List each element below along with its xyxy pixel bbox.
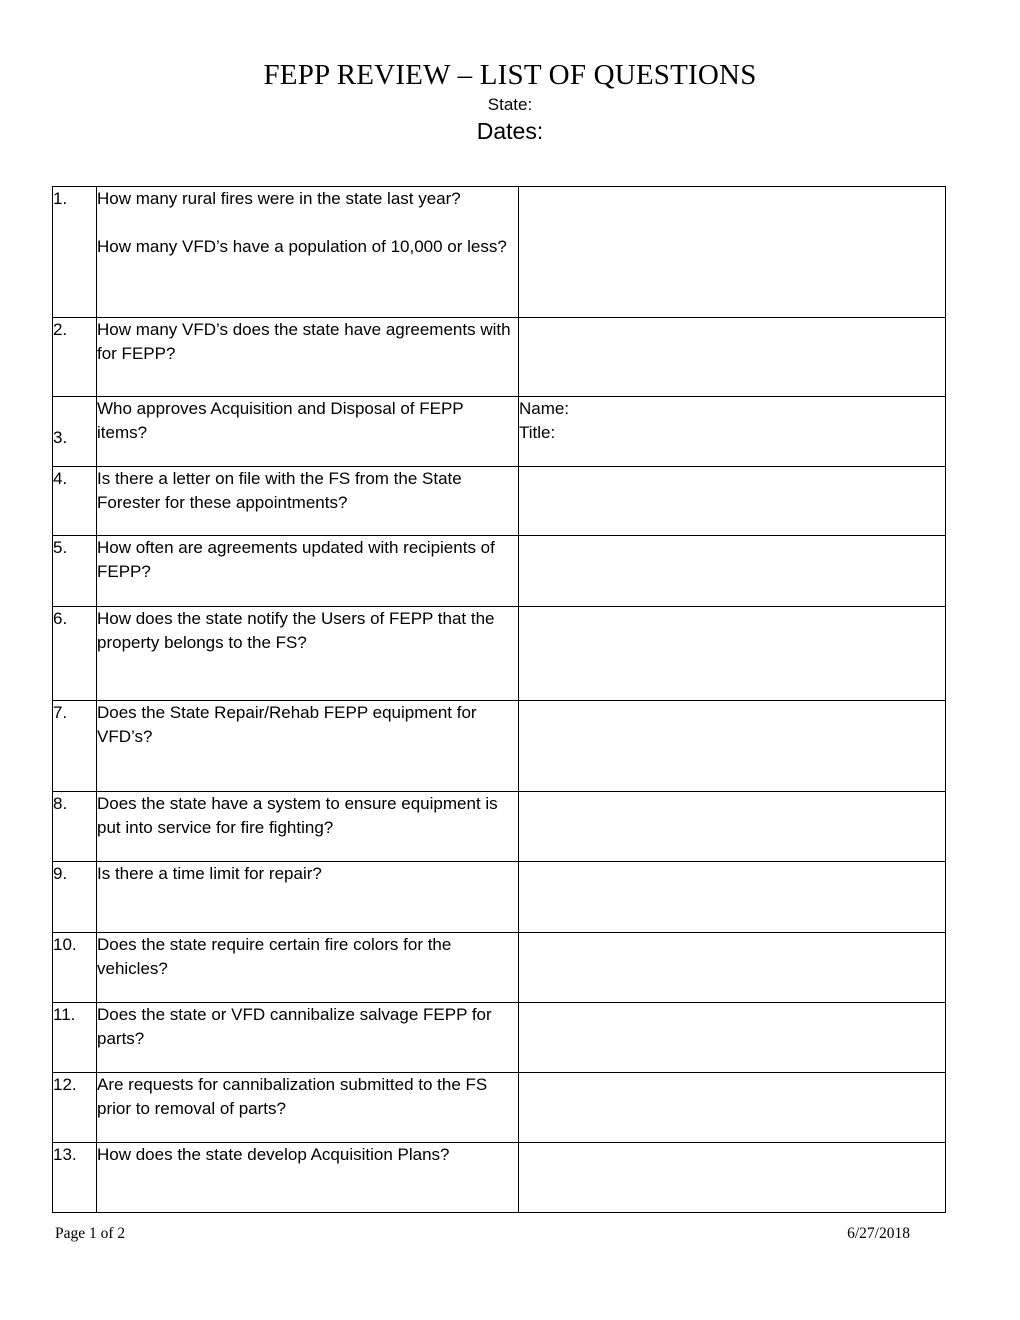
table-row bbox=[53, 1073, 946, 1143]
question-text-cell bbox=[97, 862, 519, 933]
question-number-cell: 3. bbox=[53, 397, 97, 467]
question-paragraph: Is there a time limit for repair? bbox=[97, 864, 322, 883]
question-number-cell: 6. bbox=[53, 607, 97, 701]
dates-label: Dates: bbox=[476, 118, 544, 144]
footer-date: 6/27/2018 bbox=[847, 1225, 910, 1242]
answer-field-label: Title: bbox=[519, 423, 556, 442]
question-paragraph: How often are agreements updated with recipients of FEPP? bbox=[97, 538, 495, 581]
page-footer bbox=[55, 1224, 910, 1244]
footer-page-number: Page 1 of 2 bbox=[55, 1225, 126, 1242]
question-text-cell bbox=[97, 187, 519, 318]
table-row bbox=[53, 792, 946, 862]
table-row bbox=[53, 318, 946, 397]
table-row bbox=[53, 1143, 946, 1213]
question-number-cell: 10. bbox=[53, 933, 97, 1003]
question-number-cell: 9. bbox=[53, 862, 97, 933]
question-number-cell: 13. bbox=[53, 1143, 97, 1213]
questions-table bbox=[52, 186, 946, 1213]
question-text-cell bbox=[97, 792, 519, 862]
table-row bbox=[53, 607, 946, 701]
table-row bbox=[53, 536, 946, 607]
question-paragraph: How many rural fires were in the state last year? bbox=[97, 189, 461, 208]
answer-cell[interactable] bbox=[519, 862, 946, 933]
question-number-cell: 8. bbox=[53, 792, 97, 862]
table-row bbox=[53, 862, 946, 933]
answer-field-label: Name: bbox=[519, 399, 570, 418]
question-number-cell: 11. bbox=[53, 1003, 97, 1073]
question-paragraph: Is there a letter on file with the FS from the State Forester for these appointments? bbox=[97, 469, 462, 512]
answer-cell[interactable] bbox=[519, 397, 946, 467]
answer-cell[interactable] bbox=[519, 701, 946, 792]
question-number-cell: 1. bbox=[53, 187, 97, 318]
answer-cell[interactable] bbox=[519, 933, 946, 1003]
question-paragraph: Does the State Repair/Rehab FEPP equipment for VFD’s? bbox=[97, 703, 477, 746]
question-text-cell bbox=[97, 536, 519, 607]
question-paragraph: How does the state notify the Users of FEPP that the property belongs to the FS? bbox=[97, 609, 495, 652]
table-row bbox=[53, 701, 946, 792]
question-paragraph: How many VFD’s does the state have agreements with for FEPP? bbox=[97, 320, 511, 363]
question-text-cell bbox=[97, 607, 519, 701]
question-text-cell bbox=[97, 701, 519, 792]
table-row bbox=[53, 187, 946, 318]
question-paragraph: Does the state require certain fire colors for the vehicles? bbox=[97, 935, 452, 978]
answer-cell[interactable] bbox=[519, 187, 946, 318]
question-number-cell: 2. bbox=[53, 318, 97, 397]
question-number-cell: 7. bbox=[53, 701, 97, 792]
question-text-cell bbox=[97, 1073, 519, 1143]
question-text-cell bbox=[97, 318, 519, 397]
question-text-cell bbox=[97, 397, 519, 467]
question-text-cell bbox=[97, 1003, 519, 1073]
question-number-cell: 4. bbox=[53, 467, 97, 536]
question-text-cell bbox=[97, 1143, 519, 1213]
page-title: FEPP REVIEW – LIST OF QUESTIONS bbox=[263, 59, 757, 91]
question-number-cell: 5. bbox=[53, 536, 97, 607]
answer-cell[interactable] bbox=[519, 1143, 946, 1213]
document-heading bbox=[0, 58, 1020, 145]
answer-cell[interactable] bbox=[519, 1003, 946, 1073]
table-row bbox=[53, 1003, 946, 1073]
question-text-cell bbox=[97, 933, 519, 1003]
answer-cell[interactable] bbox=[519, 467, 946, 536]
question-paragraph: Are requests for cannibalization submitted to the FS prior to removal of parts? bbox=[97, 1075, 488, 1118]
answer-cell[interactable] bbox=[519, 792, 946, 862]
question-text-cell bbox=[97, 467, 519, 536]
question-paragraph: Does the state have a system to ensure equipment is put into service for fire fighting? bbox=[97, 794, 498, 837]
questions-table-body bbox=[53, 187, 946, 1213]
table-row bbox=[53, 933, 946, 1003]
question-paragraph: Who approves Acquisition and Disposal of FEPP items? bbox=[97, 399, 464, 442]
answer-cell[interactable] bbox=[519, 318, 946, 397]
question-paragraph: Does the state or VFD cannibalize salvage FEPP for parts? bbox=[97, 1005, 492, 1048]
answer-cell[interactable] bbox=[519, 1073, 946, 1143]
question-paragraph: How many VFD’s have a population of 10,000 or less? bbox=[97, 237, 507, 256]
state-label: State: bbox=[487, 95, 533, 114]
answer-cell[interactable] bbox=[519, 607, 946, 701]
question-paragraph: How does the state develop Acquisition Plans? bbox=[97, 1145, 450, 1164]
table-row bbox=[53, 467, 946, 536]
question-number-cell: 12. bbox=[53, 1073, 97, 1143]
table-row bbox=[53, 397, 946, 467]
answer-cell[interactable] bbox=[519, 536, 946, 607]
